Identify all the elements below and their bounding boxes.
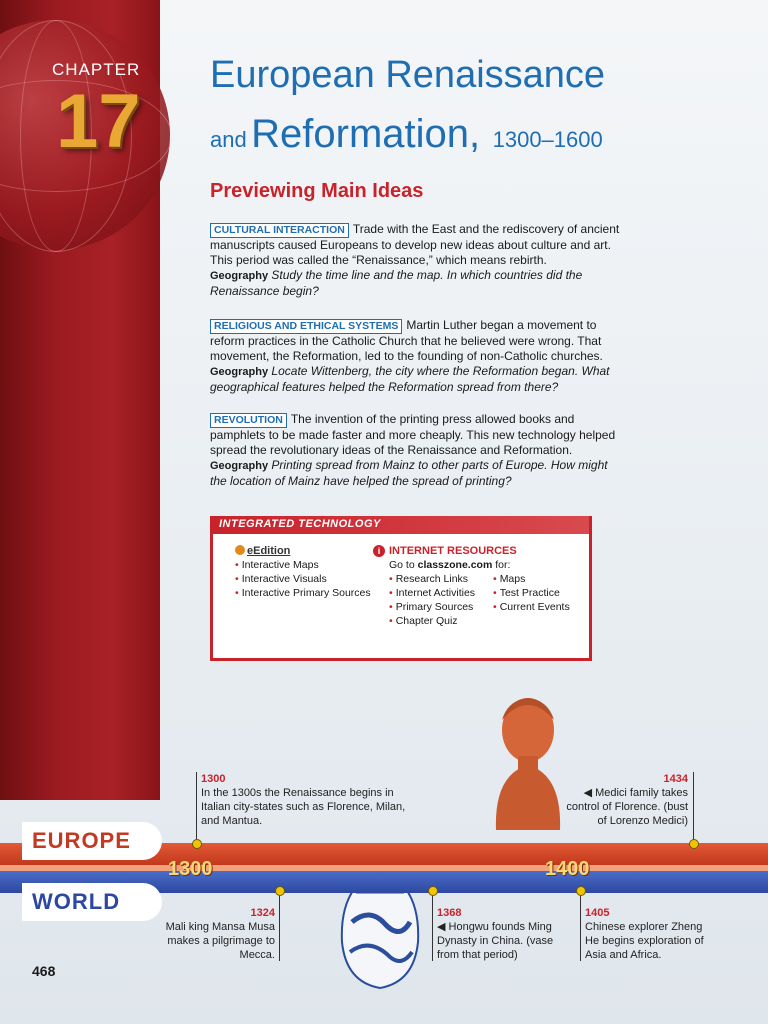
eedition-item[interactable]: • Interactive Maps (235, 559, 319, 571)
title-reformation: Reformation, (251, 112, 481, 156)
event-year: 1300 (201, 773, 226, 785)
classzone-link[interactable]: classzone.com (417, 559, 493, 571)
event-dot (428, 886, 438, 896)
event-year: 1434 (663, 773, 688, 785)
tech-heading-bar (213, 516, 589, 534)
integrated-technology-box (210, 516, 592, 661)
geography-question: Locate Wittenberg, the city where the Reformation began. What geographical features helped the Reformation spread from there? (210, 364, 610, 394)
europe-label: EUROPE (22, 822, 162, 860)
idea-text: The invention of the printing press allowed books and pamphlets to be made faster and more cheaply. This new technology helped spread the revolutionary ideas of the Renaissance and Reformation. (210, 412, 616, 457)
eedition-column (235, 544, 371, 600)
event-dot (275, 886, 285, 896)
tech-heading: INTEGRATED TECHNOLOGY (219, 518, 381, 530)
resource-item[interactable]: • Research Links (389, 573, 469, 585)
idea-text: Trade with the East and the rediscovery of ancient manuscripts caused Europeans to develop new ideas about culture and art. This period was called the “Renaissance,” which means rebirth. (210, 222, 620, 267)
chapter-title-line1: European Renaissance (210, 54, 606, 96)
idea-religious (210, 318, 620, 395)
idea-tag: REVOLUTION (210, 413, 287, 428)
year-mark-1300: 1300 (168, 858, 213, 880)
event-1405 (585, 906, 715, 962)
internet-column (373, 544, 583, 627)
event-text: Chinese explorer Zheng He begins exploration of Asia and Africa. (585, 921, 704, 961)
event-1368 (437, 906, 557, 962)
event-1434 (560, 772, 688, 828)
geography-label: Geography (210, 366, 269, 378)
event-connector (279, 893, 280, 961)
eedition-link[interactable]: eEdition (247, 545, 291, 557)
idea-tag: CULTURAL INTERACTION (210, 223, 349, 238)
eedition-item[interactable]: • Interactive Primary Sources (235, 587, 371, 599)
year-mark-1400: 1400 (545, 858, 590, 880)
event-text: Mali king Mansa Musa makes a pilgrimage to Mecca. (165, 921, 275, 961)
internet-resources-label: INTERNET RESOURCES (389, 545, 517, 557)
event-text: ◀ Medici family takes control of Florence. (bust of Lorenzo Medici) (566, 787, 688, 827)
world-label: WORLD (22, 883, 162, 921)
geography-question: Printing spread from Mainz to other parts of Europe. How might the location of Mainz have helped the spread of printing? (210, 458, 608, 488)
resource-item[interactable]: • Test Practice (493, 587, 560, 599)
lorenzo-medici-bust-image (488, 690, 568, 830)
title-years: 1300–1600 (492, 127, 603, 152)
geography-question: Study the time line and the map. In which countries did the Renaissance begin? (210, 268, 583, 298)
preview-heading: Previewing Main Ideas (210, 180, 424, 202)
resource-item[interactable]: • Primary Sources (389, 601, 474, 613)
event-dot (192, 839, 202, 849)
geography-label: Geography (210, 270, 269, 282)
event-1300 (201, 772, 421, 828)
event-dot (689, 839, 699, 849)
idea-text: Martin Luther began a movement to reform practices in the Catholic Church that he believed were wrong. That movement, the Reformation, led to the founding of non-Catholic churches. (210, 318, 603, 363)
event-connector (580, 893, 581, 961)
event-year: 1324 (250, 907, 275, 919)
chapter-sidebar (0, 0, 160, 800)
idea-cultural (210, 222, 620, 299)
eedition-item[interactable]: • Interactive Visuals (235, 573, 327, 585)
resource-item[interactable]: • Current Events (493, 601, 570, 613)
goto-line: Go to classzone.com for: (389, 559, 511, 571)
info-icon: i (373, 545, 385, 557)
chapter-label: CHAPTER (52, 60, 141, 79)
event-connector (693, 772, 694, 844)
title-and: and (210, 127, 247, 152)
resource-item[interactable]: • Internet Activities (389, 587, 476, 599)
geography-label: Geography (210, 460, 269, 472)
page-number: 468 (32, 963, 56, 979)
event-year: 1405 (585, 907, 610, 919)
resource-item[interactable]: • Chapter Quiz (389, 615, 458, 627)
chapter-number: 17 (56, 79, 141, 164)
eedition-icon (235, 545, 245, 555)
event-connector (432, 893, 433, 961)
event-year: 1368 (437, 907, 462, 919)
event-connector (196, 772, 197, 844)
idea-tag: RELIGIOUS AND ETHICAL SYSTEMS (210, 319, 402, 334)
idea-revolution (210, 412, 620, 489)
event-dot (576, 886, 586, 896)
event-text: In the 1300s the Renaissance begins in Italian city-states such as Florence, Milan, and Mantua. (201, 787, 406, 827)
chapter-title-line2 (210, 112, 603, 157)
event-text: ◀ Hongwu founds Ming Dynasty in China. (vase from that period) (437, 921, 554, 961)
event-1324 (160, 906, 275, 962)
resource-item[interactable]: • Maps (493, 573, 526, 585)
